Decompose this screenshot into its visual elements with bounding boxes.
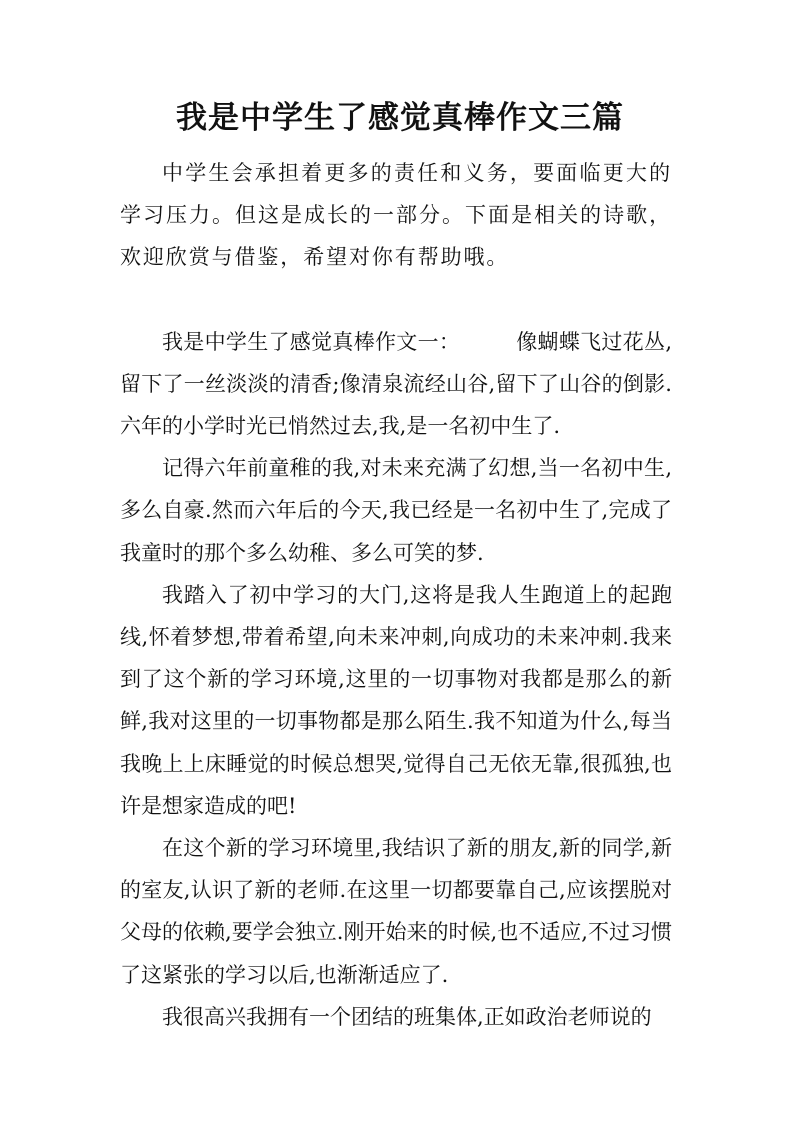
body-paragraph-5: 我很高兴我拥有一个团结的班集体,正如政治老师说的	[162, 1004, 652, 1029]
body-paragraph-3: 我踏入了初中学习的大门,这将是我人生跑道上的起跑线,怀着梦想,带着希望,向未来冲刺,向成功的未来冲刺.我来到了这个新的学习环境,这里的一切事物对我都是那么的新鲜,我对这里的一切事物都是那么陌生.我不知道为什么,每当我晚上上床睡觉的时候总想哭,觉得自己无依无靠,很孤独,也许是想家造成的吧!	[120, 582, 672, 818]
section-paragraph-1	[120, 321, 672, 448]
intro-paragraph: 中学生会承担着更多的责任和义务，要面临更大的学习压力。但这是成长的一部分。下面是相关的诗歌，欢迎欣赏与借鉴，希望对你有帮助哦。	[120, 161, 672, 270]
document-body	[120, 152, 672, 1038]
section-heading: 我是中学生了感觉真棒作文一：	[162, 329, 461, 354]
paragraph-spacer	[120, 279, 672, 321]
body-paragraph-2: 记得六年前童稚的我,对未来充满了幻想,当一名初中生,多么自豪.然而六年后的今天,我已经是一名初中生了,完成了我童时的那个多么幼稚、多么可笑的梦.	[120, 456, 672, 565]
body-paragraph-4: 在这个新的学习环境里,我结识了新的朋友,新的同学,新的室友,认识了新的老师.在这里一切都要靠自己,应该摆脱对父母的依赖,要学会独立.刚开始来的时候,也不适应,不过习惯了这紧张的学习以后,也渐渐适应了.	[120, 836, 672, 987]
paragraph-text: 像蝴蝶飞过花丛,留下了一丝淡淡的清香;像清泉流经山谷,留下了山谷的倒影.六年的小学时光已悄然过去,我,是一名初中生了.	[120, 329, 672, 439]
document-title: 我是中学生了感觉真棒作文三篇	[176, 100, 624, 136]
